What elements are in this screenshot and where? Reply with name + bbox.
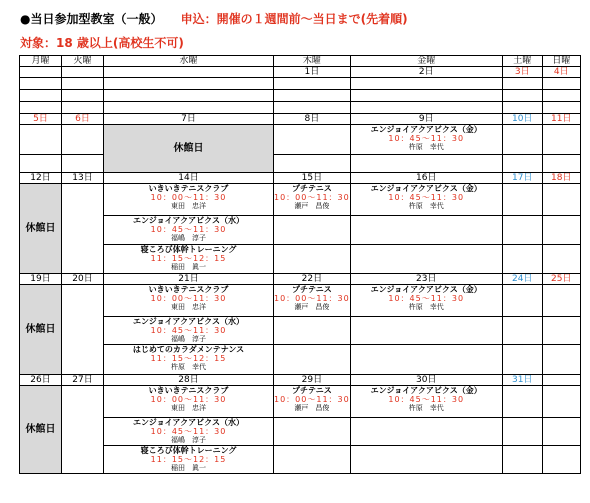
week-2-date-row [20,114,581,125]
week-2-event-row [20,125,581,155]
date-cell: 4日 [542,67,580,78]
event-cell [104,386,274,418]
date-cell: 9日 [350,114,502,125]
date-cell: 18日 [542,173,580,184]
schedule-table [19,55,581,474]
date-cell: 17日 [502,173,542,184]
closed-day-cell: 休館日 [20,184,62,274]
date-cell: 28日 [104,375,274,386]
date-cell: 6日 [62,114,104,125]
event-cell [104,446,274,474]
week-3-event-row [20,245,581,274]
week-1-blank-row [20,90,581,102]
week-4-event-row [20,345,581,375]
date-cell [104,67,274,78]
event-tennis-thu: プチテニス 10：00〜11：30 瀬戸 昌俊 [274,285,350,311]
date-cell: 7日 [104,114,274,125]
event-aqua-wed: エンジョイアクアビクス（水） 10：45〜11：30 福嶋 淳子 [132,418,245,444]
week-3-event-row [20,184,581,216]
date-cell [542,375,580,386]
date-cell: 26日 [20,375,62,386]
event-tennis-thu: プチテニス 10：00〜11：30 瀬戸 昌俊 [274,184,350,210]
date-cell: 15日 [274,173,351,184]
event-cell [350,125,502,155]
weekday-header-row [20,56,581,67]
event-aqua-wed: エンジョイアクアビクス（水） 10：45〜11：30 福嶋 淳子 [132,317,245,343]
closed-day-cell: 休館日 [104,125,274,173]
weekday-header: 土曜 [502,56,542,67]
date-cell: 12日 [20,173,62,184]
event-aqua-fri: エンジョイアクアビクス（金） 10：45〜11：30 杵原 幸代 [370,184,482,210]
event-aqua-fri: エンジョイアクアビクス（金） 10：45〜11：30 杵原 幸代 [370,285,482,311]
date-cell: 14日 [104,173,274,184]
weekday-header: 金曜 [350,56,502,67]
week-5-event-row [20,446,581,474]
event-tennis-wed: いきいきテニスクラブ 10：00〜11：30 東田 忠洋 [148,184,229,210]
event-cell [104,216,274,245]
date-cell: 1日 [274,67,351,78]
event-cell [104,418,274,446]
date-cell: 16日 [350,173,502,184]
date-cell: 27日 [62,375,104,386]
date-cell: 13日 [62,173,104,184]
week-3-event-row [20,216,581,245]
event-tennis-thu: プチテニス 10：00〜11：30 瀬戸 昌俊 [274,386,350,412]
date-cell: 2日 [350,67,502,78]
date-cell [20,67,62,78]
date-cell: 24日 [502,274,542,285]
date-cell: 11日 [542,114,580,125]
date-cell: 8日 [274,114,351,125]
weekday-header: 火曜 [62,56,104,67]
event-cell [274,184,351,216]
week-1-date-row [20,67,581,78]
event-aqua-wed: エンジョイアクアビクス（水） 10：45〜11：30 福嶋 淳子 [132,216,245,242]
date-cell: 3日 [502,67,542,78]
date-cell: 30日 [350,375,502,386]
week-5-event-row [20,386,581,418]
event-cell [104,345,274,375]
event-tennis-wed: いきいきテニスクラブ 10：00〜11：30 東田 忠洋 [148,285,229,311]
event-training-wed: 寝ころび体幹トレーニング 11：15〜12：15 稲田 眞一 [140,446,237,472]
event-cell [104,184,274,216]
date-cell: 29日 [274,375,351,386]
event-cell [274,285,351,317]
date-cell: 22日 [274,274,351,285]
weekday-header: 木曜 [274,56,351,67]
event-aqua-fri: エンジョイアクアビクス（金） 10：45〜11：30 杵原 幸代 [370,386,482,412]
date-cell: 20日 [62,274,104,285]
event-cell [104,285,274,317]
event-cell [104,317,274,345]
closed-day-cell: 休館日 [20,285,62,375]
event-cell [350,184,502,216]
event-tennis-wed: いきいきテニスクラブ 10：00〜11：30 東田 忠洋 [148,386,229,412]
page-header [20,10,408,27]
week-4-event-row [20,317,581,345]
application-note: 申込：開催の１週間前〜当日まで(先着順) [180,12,408,26]
event-maintenance-wed: はじめてのカラダメンテナンス 11：15〜12：15 杵原 幸代 [132,345,245,371]
date-cell: 31日 [502,375,542,386]
week-3-date-row [20,173,581,184]
week-4-date-row [20,274,581,285]
weekday-header: 日曜 [542,56,580,67]
closed-day-cell: 休館日 [20,386,62,474]
week-1-blank-row [20,78,581,90]
event-cell [350,386,502,418]
date-cell: 10日 [502,114,542,125]
event-aqua-fri: エンジョイアクアビクス（金） 10：45〜11：30 杵原 幸代 [370,125,482,151]
date-cell: 25日 [542,274,580,285]
date-cell: 23日 [350,274,502,285]
target-note: 対象：18 歳以上(高校生不可) [20,36,184,50]
weekday-header: 月曜 [20,56,62,67]
week-4-event-row [20,285,581,317]
date-cell: 5日 [20,114,62,125]
week-5-date-row [20,375,581,386]
date-cell: 19日 [20,274,62,285]
week-1-blank-row [20,102,581,114]
weekday-header: 水曜 [104,56,274,67]
event-training-wed: 寝ころび体幹トレーニング 11：15〜12：15 稲田 眞一 [140,245,237,271]
page-title: ●当日参加型教室（一般） [20,12,163,26]
event-cell [350,285,502,317]
event-cell [104,245,274,274]
event-cell [274,386,351,418]
date-cell [62,67,104,78]
date-cell: 21日 [104,274,274,285]
week-5-event-row [20,418,581,446]
